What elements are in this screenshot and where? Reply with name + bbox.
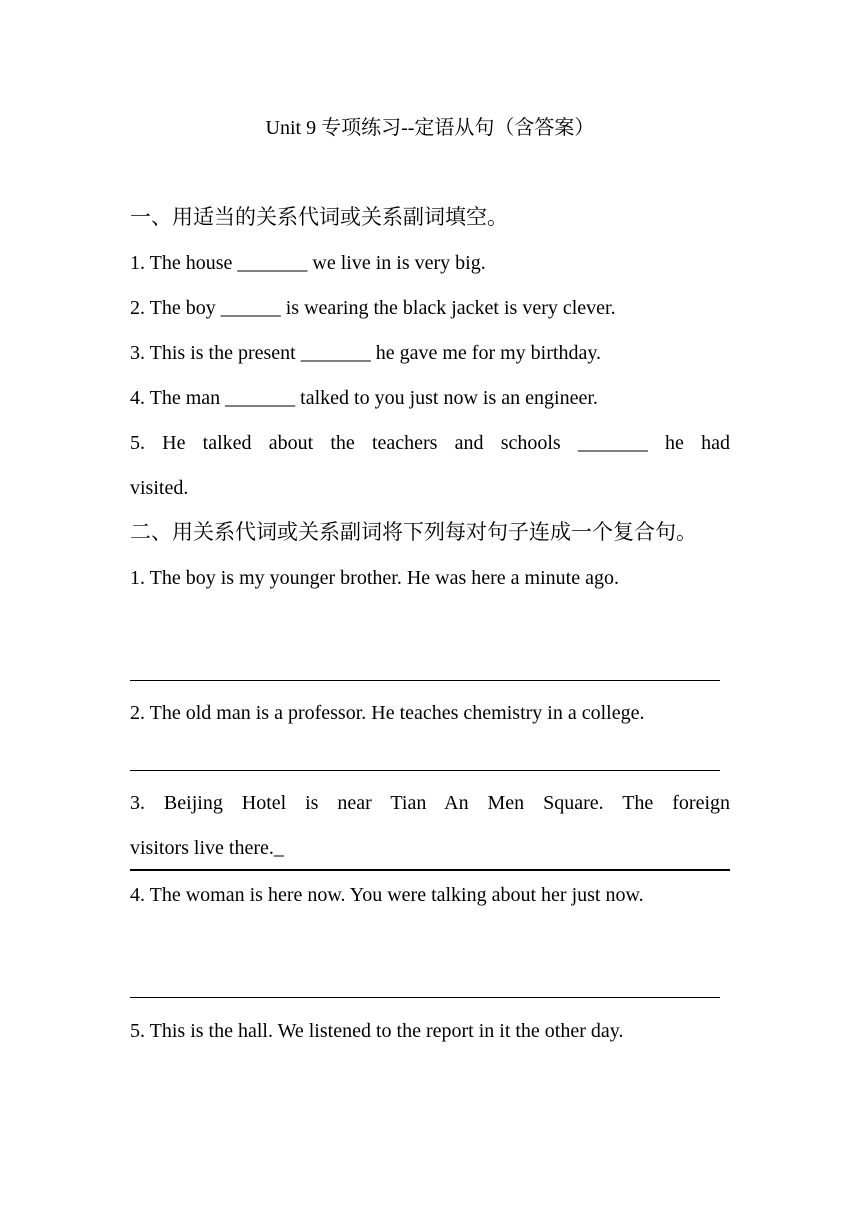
section-2-item-4: 4. The woman is here now. You were talking about her just now. [130,884,644,906]
answer-line-4[interactable] [130,997,720,998]
section-2-heading: 二、用关系代词或关系副词将下列每对句子连成一个复合句。 [130,520,697,544]
section-2-item-5: 5. This is the hall. We listened to the report in it the other day. [130,1020,624,1042]
section-2-item-3-continued: visitors live there._ [130,837,284,859]
section-1-item-3: 3. This is the present _______ he gave me for my birthday. [130,342,602,364]
answer-line-2[interactable] [130,770,720,771]
section-2-item-1: 1. The boy is my younger brother. He was here a minute ago. [130,567,619,589]
section-1-item-5-continued: visited. [130,477,189,499]
section-1-heading: 一、用适当的关系代词或关系副词填空。 [130,205,508,229]
section-2-item-2: 2. The old man is a professor. He teaches chemistry in a college. [130,702,645,724]
page-title: Unit 9 专项练习--定语从句（含答案） [265,117,595,139]
answer-line-3[interactable] [130,869,730,871]
section-1-item-4: 4. The man _______ talked to you just now is an engineer. [130,387,598,409]
section-1-item-5: 5. He talked about the teachers and schools _______ he had [130,432,730,454]
section-2-item-3: 3. Beijing Hotel is near Tian An Men Square. The foreign [130,792,730,814]
section-1-item-2: 2. The boy ______ is wearing the black jacket is very clever. [130,297,616,319]
section-1-item-1: 1. The house _______ we live in is very big. [130,252,486,274]
answer-line-1[interactable] [130,680,720,681]
